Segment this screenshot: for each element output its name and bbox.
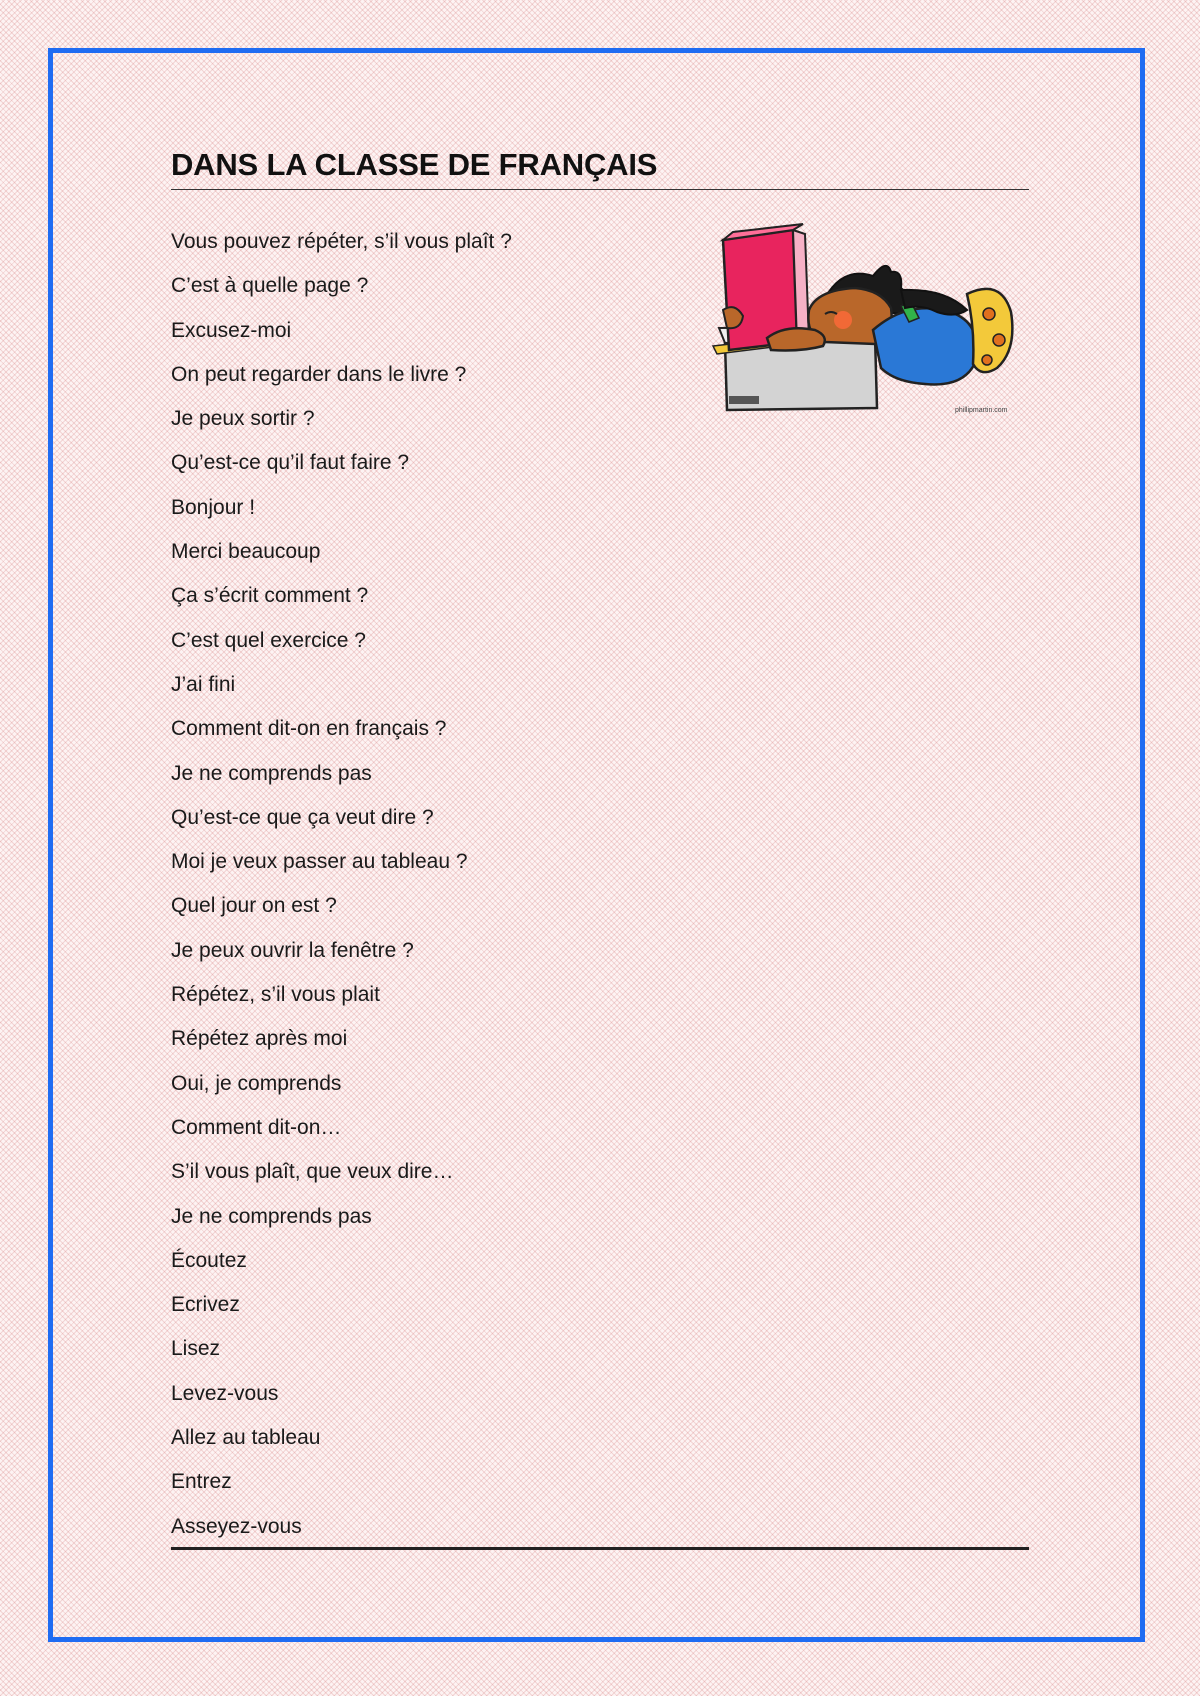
illustration-watermark: phillipmartin.com xyxy=(955,407,1008,414)
phrase-item: Lisez xyxy=(171,1337,221,1361)
page-title: DANS LA CLASSE DE FRANÇAIS xyxy=(171,146,1029,190)
student-reading-illustration-icon xyxy=(705,218,1025,423)
phrase-item: Répétez, s’il vous plait xyxy=(171,983,380,1007)
phrase-item: Je ne comprends pas xyxy=(171,1204,372,1228)
phrase-item: Moi je veux passer au tableau ? xyxy=(171,850,468,874)
phrase-item: Qu’est-ce qu’il faut faire ? xyxy=(171,451,410,475)
phrase-item: Entrez xyxy=(171,1470,232,1494)
phrase-item: S’il vous plaît, que veux dire… xyxy=(171,1160,454,1184)
phrase-item: Levez-vous xyxy=(171,1381,279,1405)
phrase-item: Quel jour on est ? xyxy=(171,894,337,918)
phrase-item: Merci beaucoup xyxy=(171,540,321,564)
phrase-item: Écoutez xyxy=(171,1248,247,1272)
phrase-item: Vous pouvez répéter, s’il vous plaît ? xyxy=(171,230,512,253)
phrase-item: Ça s’écrit comment ? xyxy=(171,584,369,608)
phrase-item: Comment dit-on… xyxy=(171,1115,342,1139)
phrase-item: Comment dit-on en français ? xyxy=(171,717,447,741)
phrase-item: On peut regarder dans le livre ? xyxy=(171,362,467,386)
phrase-item: Asseyez-vous xyxy=(171,1505,1029,1550)
phrase-item: Excusez-moi xyxy=(171,318,292,342)
phrase-item: Je ne comprends pas xyxy=(171,761,372,785)
phrase-item: J’ai fini xyxy=(171,672,236,696)
phrase-item: Je peux ouvrir la fenêtre ? xyxy=(171,938,414,962)
phrase-item: Répétez après moi xyxy=(171,1027,348,1051)
phrase-item: C’est à quelle page ? xyxy=(171,274,369,298)
phrase-item: Ecrivez xyxy=(171,1293,240,1317)
phrase-item: Qu’est-ce que ça veut dire ? xyxy=(171,805,434,829)
phrase-item: C’est quel exercice ? xyxy=(171,628,366,652)
phrase-item: Je peux sortir ? xyxy=(171,407,315,431)
phrase-item: Allez au tableau xyxy=(171,1426,321,1450)
phrase-item: Bonjour ! xyxy=(171,495,256,519)
phrase-item: Oui, je comprends xyxy=(171,1071,342,1095)
